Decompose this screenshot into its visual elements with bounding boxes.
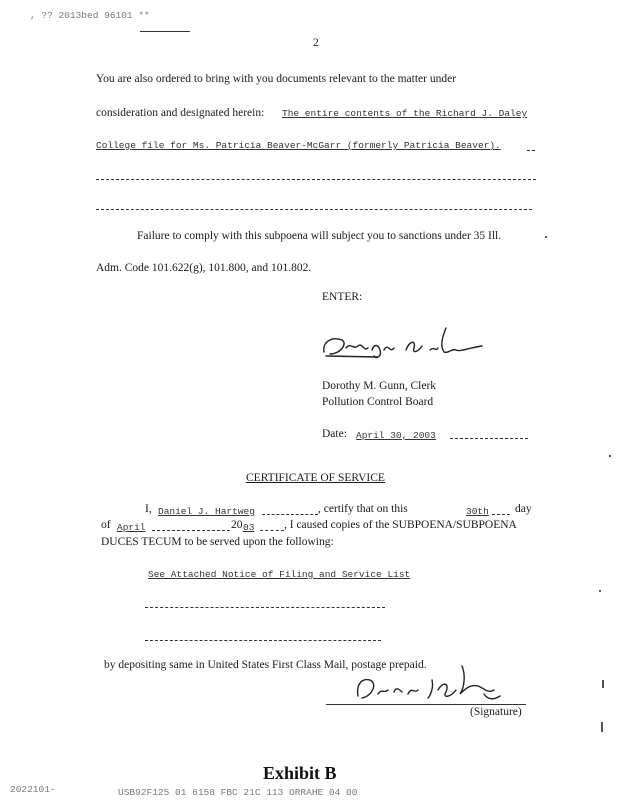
scan-speck xyxy=(602,680,604,688)
fax-header-top: , ?? 2013bed 96101 ** xyxy=(30,10,150,21)
day-typed: 30th xyxy=(466,506,489,517)
cert-line1-a: I, xyxy=(145,503,152,515)
scan-speck xyxy=(609,455,611,457)
cert-line3: DUCES TECUM to be served upon the following: xyxy=(101,536,334,548)
cert-line2-a: of xyxy=(101,519,111,531)
month-typed: April xyxy=(117,522,146,533)
date-label: Date: xyxy=(322,428,347,440)
scan-speck xyxy=(545,236,547,238)
blank-line xyxy=(145,640,381,641)
blank-line xyxy=(262,514,318,515)
blank-line xyxy=(260,530,284,531)
designated-docs-typed-1: The entire contents of the Richard J. Daley xyxy=(282,108,528,119)
served-parties-typed: See Attached Notice of Filing and Service List xyxy=(148,569,411,580)
consideration-line-label: consideration and designated herein: xyxy=(96,107,265,119)
blank-line xyxy=(450,438,528,439)
documents-order-line: You are also ordered to bring with you documents relevant to the matter under xyxy=(96,73,457,85)
blank-line xyxy=(152,530,230,531)
failure-line-1: Failure to comply with this subpoena will subject you to sanctions under 35 Ill. xyxy=(137,230,502,242)
cert-line1-c: day xyxy=(515,503,532,515)
fax-footer-center: USB92F125 01 6158 FBC 21C 113 ORRAHE 04 00 xyxy=(118,787,358,798)
cert-line1-b: , certify that on this xyxy=(318,503,408,515)
clerk-signature-image xyxy=(318,320,488,365)
blank-line xyxy=(96,179,536,180)
year-typed: 03 xyxy=(243,522,255,533)
server-signature-image xyxy=(338,660,528,708)
header-rule xyxy=(140,31,190,32)
certificate-title: CERTIFICATE OF SERVICE xyxy=(246,472,385,484)
signature-line xyxy=(326,704,526,705)
board-name: Pollution Control Board xyxy=(322,396,434,408)
blank-line xyxy=(527,150,535,151)
server-name-typed: Daniel J. Hartweg xyxy=(158,506,255,517)
blank-line xyxy=(145,607,385,608)
page-number: 2 xyxy=(313,37,319,49)
blank-line xyxy=(96,209,532,210)
cert-line2-b: , I caused copies of the SUBPOENA/SUBPOENA xyxy=(284,519,517,531)
scan-speck xyxy=(599,590,601,592)
mail-line: by depositing same in United States First Class Mail, postage prepaid. xyxy=(104,659,427,671)
date-value: April 30, 2003 xyxy=(356,430,436,441)
year-prefix: 20 xyxy=(231,519,243,531)
enter-label: ENTER: xyxy=(322,291,363,303)
signature-label: (Signature) xyxy=(470,706,522,718)
clerk-name: Dorothy M. Gunn, Clerk xyxy=(322,380,437,392)
failure-line-2: Adm. Code 101.622(g), 101.800, and 101.802. xyxy=(96,262,312,274)
exhibit-label: Exhibit B xyxy=(263,763,337,783)
scan-speck xyxy=(601,722,603,732)
blank-line xyxy=(492,514,510,515)
fax-footer-left: 2022101- xyxy=(10,784,56,795)
designated-docs-typed-2: College file for Ms. Patricia Beaver-McGarr (formerly Patricia Beaver). xyxy=(96,140,501,151)
